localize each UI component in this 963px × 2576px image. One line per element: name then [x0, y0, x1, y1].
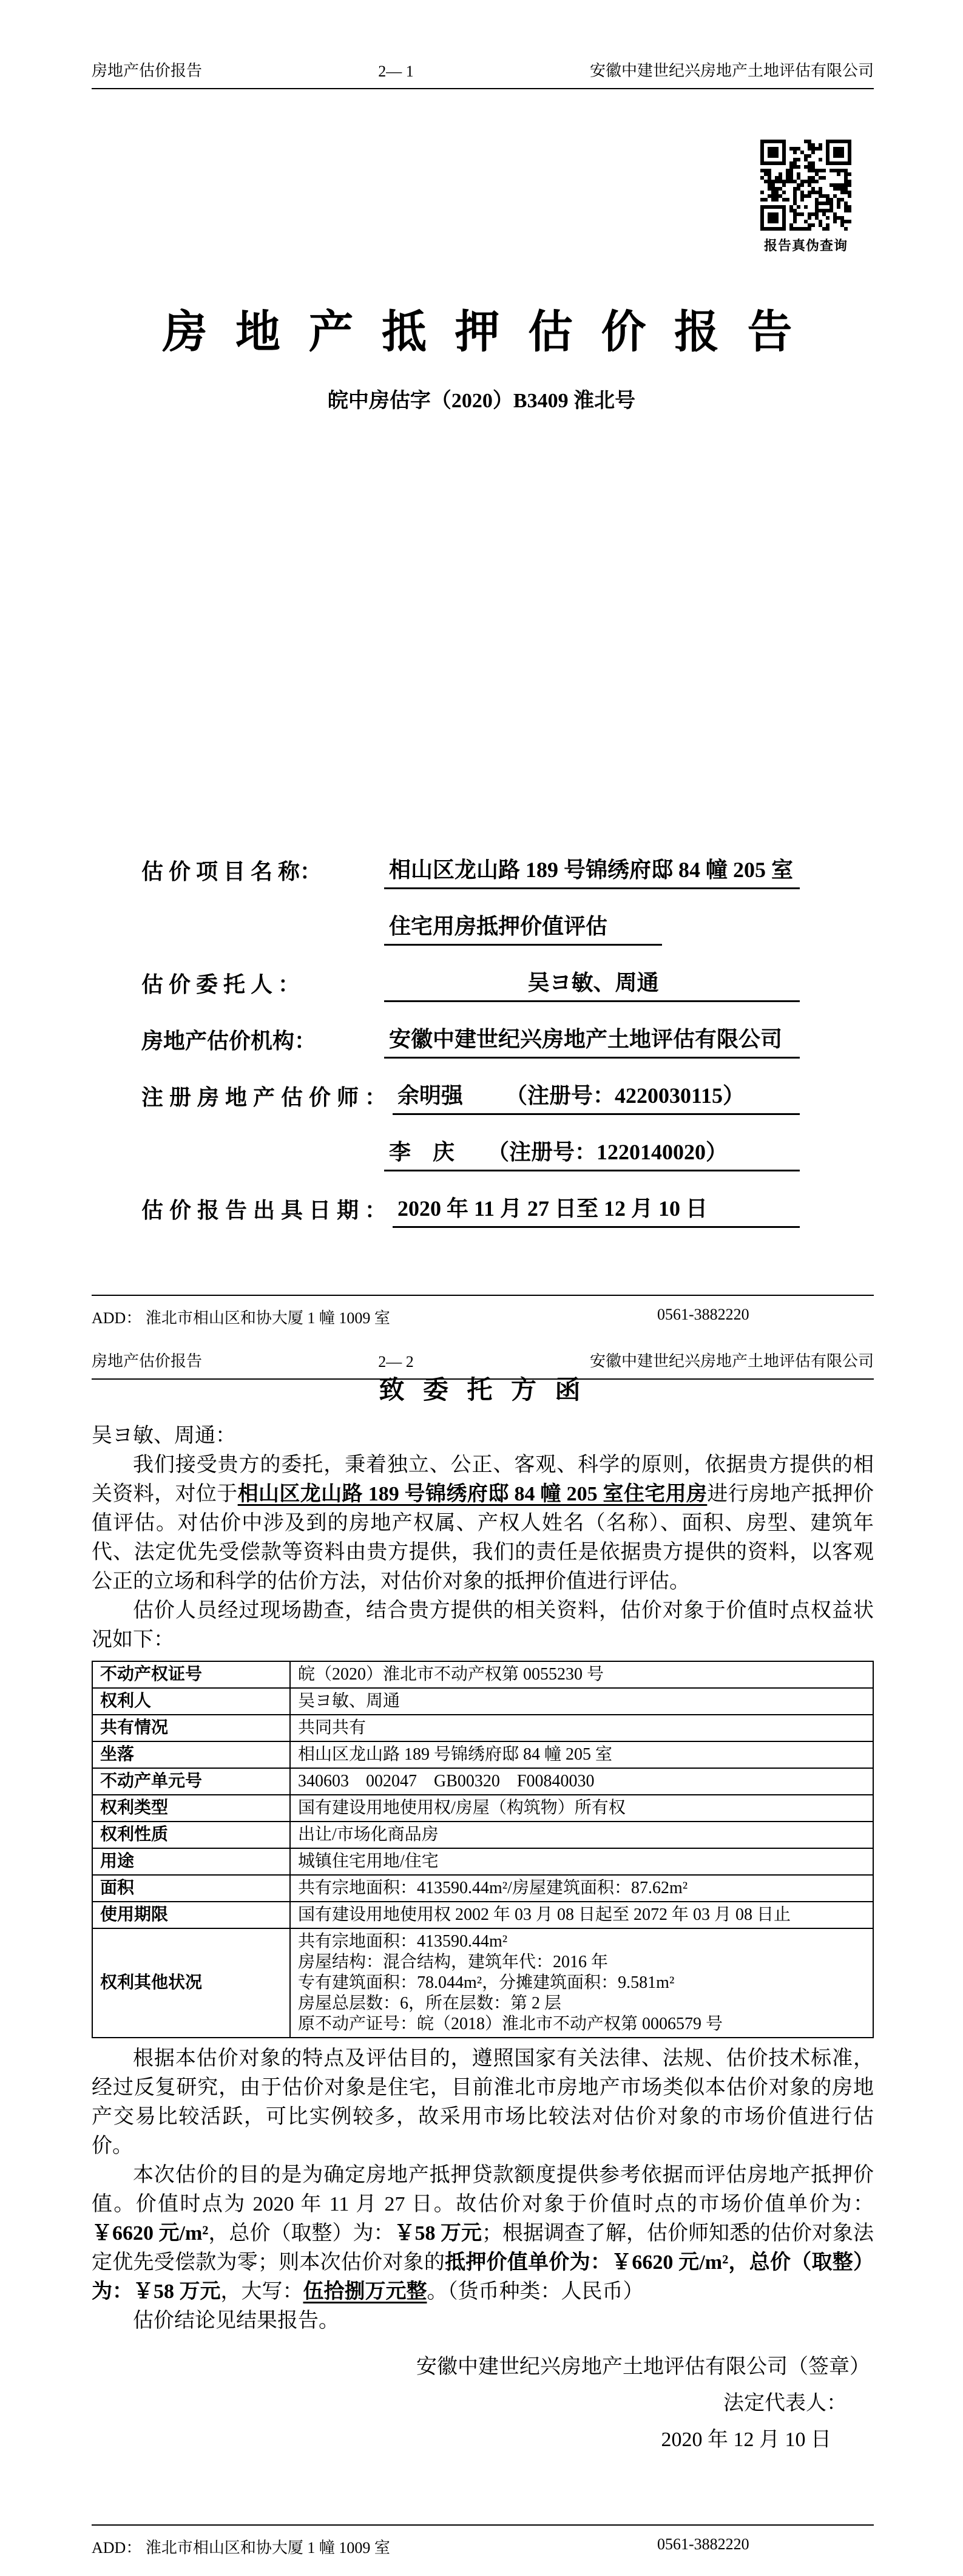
signature-legal-rep: 法定代表人： — [723, 2392, 847, 2415]
table-row — [92, 1661, 873, 1688]
project-name-value-line1: 相山区龙山路 189 号锦绣府邸 84 幢 205 室 — [384, 853, 800, 889]
table-row — [92, 1688, 873, 1715]
table-row — [92, 1741, 873, 1768]
letter-closing: 估价结论见结果报告。 — [133, 2310, 339, 2333]
page2-header — [92, 1349, 874, 1380]
row-value — [290, 1928, 873, 2038]
row-label: 共有情况 — [92, 1715, 290, 1741]
letter-salutation: 吴ヨ敏、周通： — [92, 1425, 236, 1448]
row-value: 国有建设用地使用权/房屋（构筑物）所有权 — [290, 1795, 873, 1822]
para4-text: ，大写： — [220, 2280, 303, 2303]
agency-label: 房地产估价机构： — [141, 1029, 317, 1053]
row-label: 权利人 — [92, 1688, 290, 1715]
row-value: 相山区龙山路 189 号锦绣府邸 84 幢 205 室 — [290, 1741, 873, 1768]
report-number: 皖中房估字（2020）B3409 淮北号 — [327, 390, 636, 412]
cover-fields — [141, 833, 800, 1228]
other-rights-line: 共有宗地面积：413590.44m² — [298, 1932, 508, 1951]
table-row-other-rights — [92, 1928, 873, 2038]
para1-property-highlight: 相山区龙山路 189 号锦绣府邸 84 幢 205 室住宅用房 — [237, 1483, 708, 1506]
amount-in-words: 伍拾捌万元整 — [303, 2280, 427, 2303]
row-label: 用途 — [92, 1848, 290, 1875]
header-company-name: 安徽中建世纪兴房地产土地评估有限公司 — [589, 1352, 874, 1370]
letter-paragraph-3: 根据本估价对象的特点及评估目的，遵照国家有关法律、法规、估价技术标准，经过反复研究，由于估价对象是住宅，目前淮北市房地产市场类似本估价对象的房地产交易比较活跃，可比实例较多，故采用市场比较法对估价对象的市场价值进行估价。 — [92, 2047, 874, 2158]
row-label: 权利类型 — [92, 1795, 290, 1822]
para4-text: ；根据调查了解，估价师知悉的估价对象法定优先受偿款为零；则本次估价对象的 — [92, 2222, 874, 2274]
letter-paragraph-1 — [92, 1451, 874, 1596]
row-value: 城镇住宅用地/住宅 — [290, 1848, 873, 1875]
footer-address: ADD： 淮北市相山区和协大厦 1 幢 1009 室 — [92, 1309, 390, 1327]
qr-caption: 报告真伪查询 — [763, 238, 848, 253]
qr-code-icon — [760, 140, 852, 231]
header-company-name: 安徽中建世纪兴房地产土地评估有限公司 — [589, 62, 874, 80]
field-agency — [141, 1002, 800, 1059]
client-value: 吴ヨ敏、周通 — [384, 966, 800, 1002]
row-value: 吴ヨ敏、周通 — [290, 1688, 873, 1715]
field-project-name-cont — [141, 889, 800, 946]
appraiser1-name: 余明强 — [397, 1083, 464, 1108]
header-page-number: 2— 2 — [378, 1353, 414, 1371]
client-label: 估 价 委 托 人 ： — [141, 972, 300, 997]
appraiser2-value: 李 庆 （注册号：1220140020） — [384, 1135, 800, 1171]
letter-body — [92, 1377, 874, 2455]
report-page-2 — [0, 1341, 963, 2576]
header-doc-title: 房地产估价报告 — [92, 1352, 203, 1370]
row-label: 权利其他状况 — [92, 1928, 290, 2038]
other-rights-line: 原不动产证号：皖（2018）淮北市不动产权第 0006579 号 — [298, 2015, 723, 2034]
letter-paragraph-4 — [92, 2161, 874, 2307]
table-row — [92, 1715, 873, 1741]
row-value: 国有建设用地使用权 2002 年 03 月 08 日起至 2072 年 03 月 08 日止 — [290, 1902, 873, 1928]
project-name-label: 估 价 项 目 名 称： — [141, 859, 322, 884]
para1-text-cont: 进行房地产抵押价值评估。对估价中涉及到的房地产权属、产权人姓名（名称）、面积、房型、建筑年代、法定优先受偿款等资料由贵方提供，我们的责任是依据贵方提供的资料，以客观公正的立场和科学的估价方法，对估价对象的抵押价值进行评估。 — [92, 1483, 874, 1593]
appraiser-label: 注册房地产估价师： — [141, 1085, 393, 1110]
market-unit-price: ￥6620 元/m² — [92, 2222, 209, 2245]
table-row — [92, 1875, 873, 1902]
table-row — [92, 1902, 873, 1928]
page1-footer — [92, 1295, 874, 1328]
letter-title: 致 委 托 方 函 — [379, 1377, 587, 1405]
report-date-label: 估价报告出具日期： — [141, 1198, 393, 1222]
row-label: 面积 — [92, 1875, 290, 1902]
para1-text: 我们接受贵方的委托，秉着独立、公正、客观、科学的原则，依据贵方提供的相关资料，对位于 — [92, 1454, 874, 1506]
report-date-value: 2020 年 11 月 27 日至 12 月 10 日 — [393, 1191, 800, 1228]
qr-code — [760, 140, 851, 231]
field-report-date — [141, 1171, 800, 1228]
para4-text: ，总价（取整）为： — [208, 2222, 394, 2245]
other-rights-line: 房屋总层数：6，所在层数：第 2 层 — [298, 1994, 562, 2013]
field-appraiser-2 — [141, 1115, 800, 1171]
row-label: 权利性质 — [92, 1822, 290, 1848]
row-value: 共同共有 — [290, 1715, 873, 1741]
page1-header — [92, 58, 874, 89]
header-doc-title: 房地产估价报告 — [92, 62, 203, 80]
footer-address: ADD： 淮北市相山区和协大厦 1 幢 1009 室 — [92, 2539, 390, 2557]
field-project-name — [141, 833, 800, 889]
field-appraiser-1 — [141, 1059, 800, 1115]
signature-company: 安徽中建世纪兴房地产土地评估有限公司（签章） — [416, 2356, 870, 2379]
appraiser1-value — [393, 1079, 800, 1115]
footer-phone: 0561-3882220 — [657, 2535, 749, 2553]
row-label: 坐落 — [92, 1741, 290, 1768]
project-name-value-line2: 住宅用房抵押价值评估 — [384, 909, 662, 946]
para4-text: 本次估价的目的是为确定房地产抵押贷款额度提供参考依据而评估房地产抵押价值。价值时点为 2020 年 11 月 27 日。故估价对象于价值时点的市场价值单价为： — [92, 2164, 874, 2216]
row-label: 不动产单元号 — [92, 1768, 290, 1795]
header-page-number: 2— 1 — [378, 63, 414, 80]
row-value: 340603 002047 GB00320 F00840030 — [290, 1768, 873, 1795]
appraiser1-registration: （注册号：4220030115） — [505, 1083, 745, 1108]
table-row — [92, 1822, 873, 1848]
property-rights-table — [92, 1661, 874, 2038]
report-title: 房 地 产 抵 押 估 价 报 告 — [162, 307, 801, 358]
signature-date: 2020 年 12 月 10 日 — [661, 2429, 831, 2452]
mortgage-value: 抵押价值单价为：￥6620 元/m²，总价（取整）为：￥58 万元 — [92, 2251, 874, 2303]
row-label: 不动产权证号 — [92, 1661, 290, 1688]
row-label: 使用期限 — [92, 1902, 290, 1928]
field-client — [141, 946, 800, 1002]
signature-block — [92, 2353, 874, 2455]
letter-paragraph-2: 估价人员经过现场勘查，结合贵方提供的相关资料，估价对象于价值时点权益状况如下： — [92, 1599, 874, 1652]
row-value: 皖（2020）淮北市不动产权第 0055230 号 — [290, 1661, 873, 1688]
other-rights-line: 房屋结构：混合结构，建筑年代：2016 年 — [298, 1953, 609, 1972]
row-value: 共有宗地面积：413590.44m²/房屋建筑面积：87.62m² — [290, 1875, 873, 1902]
row-value: 出让/市场化商品房 — [290, 1822, 873, 1848]
agency-value: 安徽中建世纪兴房地产土地评估有限公司 — [384, 1022, 800, 1059]
table-row — [92, 1795, 873, 1822]
table-row — [92, 1768, 873, 1795]
market-total-price: ￥58 万元 — [394, 2222, 482, 2245]
table-row — [92, 1848, 873, 1875]
footer-phone: 0561-3882220 — [657, 1306, 749, 1323]
page2-footer — [92, 2524, 874, 2558]
qr-verification-block — [760, 140, 852, 254]
other-rights-line: 专有建筑面积：78.044m²，分摊建筑面积：9.581m² — [298, 1973, 675, 1993]
para4-text: 。（货币种类：人民币） — [427, 2280, 644, 2303]
